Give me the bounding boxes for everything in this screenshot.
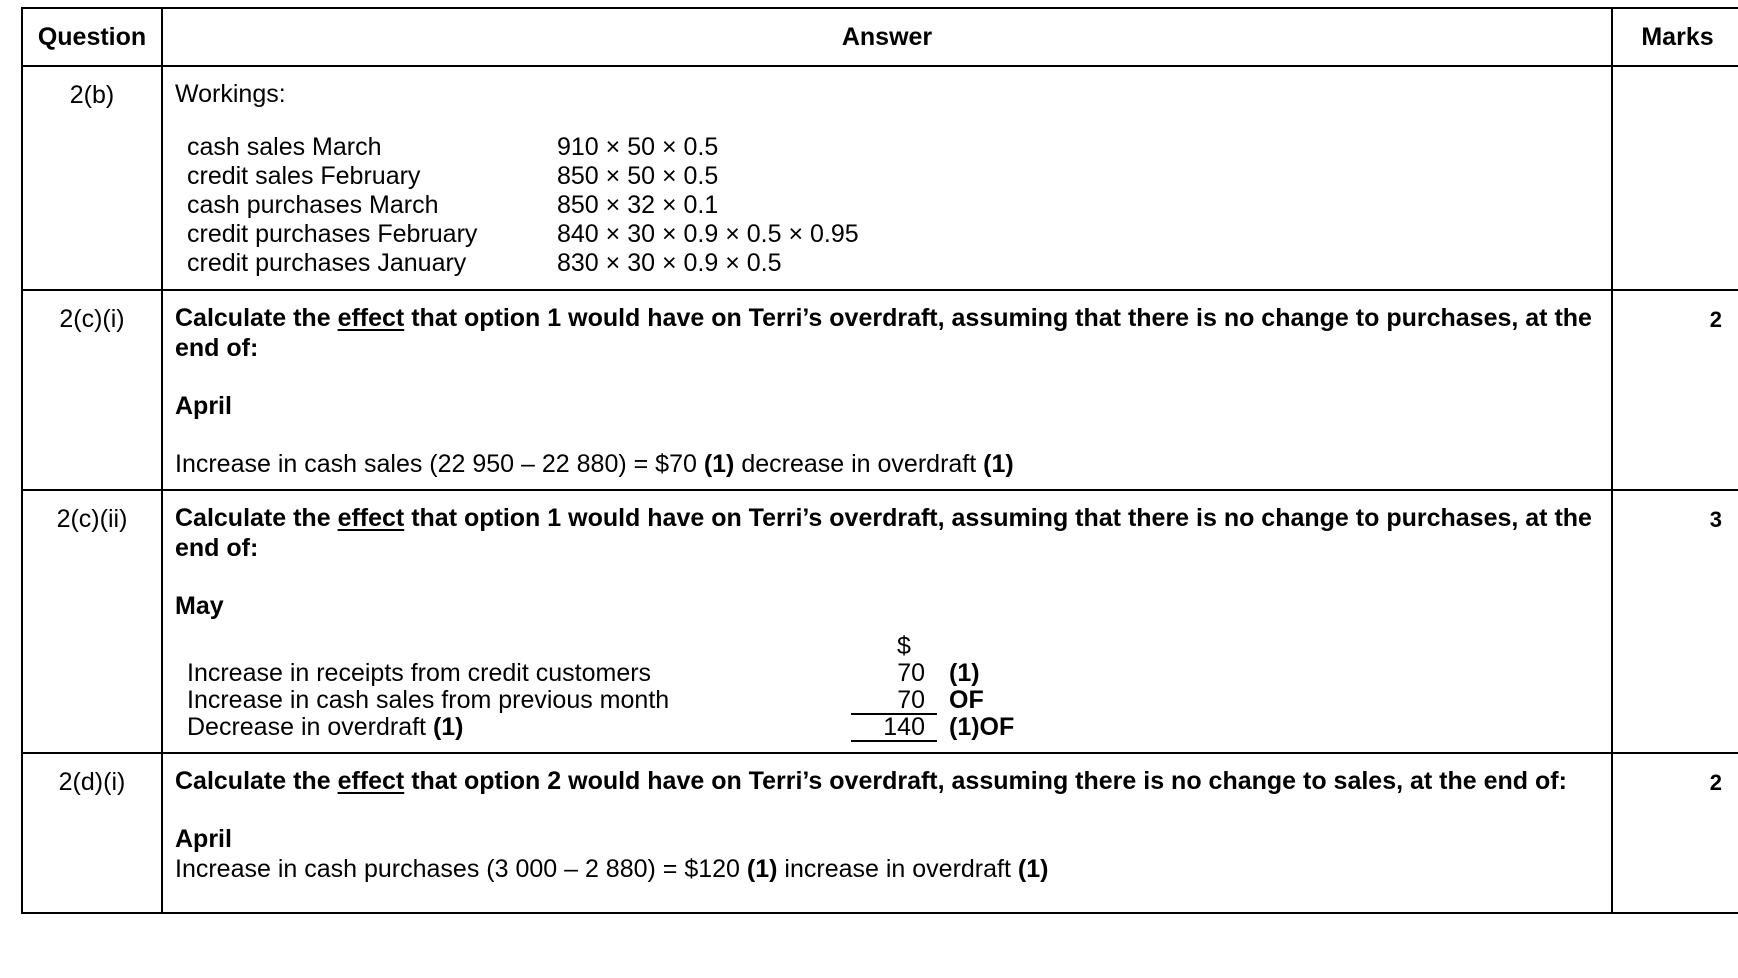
answer-cell <box>162 66 1612 290</box>
workings-list <box>187 131 1597 279</box>
calc-mark: (1) <box>949 659 980 687</box>
workings-calc: 850 × 32 × 0.1 <box>557 191 719 219</box>
currency-row <box>187 631 1597 661</box>
workings-row <box>187 218 1597 250</box>
workings-label: cash purchases March <box>187 191 439 219</box>
calc-row <box>187 658 1597 688</box>
header-row <box>22 8 1738 66</box>
question-prompt: Calculate the effect that option 1 would have on Terri’s overdraft, assuming that there is no change to purchases, at the end of: <box>175 304 1592 362</box>
calculation-table <box>187 631 1597 742</box>
answer-cell <box>162 753 1612 913</box>
question-prompt: Calculate the effect that option 2 would have on Terri’s overdraft, assuming there is no change to sales, at the end of: <box>175 767 1567 795</box>
workings-calc: 830 × 30 × 0.9 × 0.5 <box>557 249 782 277</box>
calc-label: Increase in receipts from credit customers <box>187 659 652 687</box>
question-number: 2(c)(ii) <box>22 490 162 753</box>
answer-line: Increase in cash purchases (3 000 – 2 880) = $120 (1) increase in overdraft (1) <box>175 855 1049 883</box>
workings-row <box>187 247 1597 279</box>
workings-row <box>187 131 1597 163</box>
mark-scheme-table <box>21 7 1738 914</box>
underlined-word: effect <box>337 304 405 332</box>
answer-line: Increase in cash sales (22 950 – 22 880) = $70 (1) decrease in overdraft (1) <box>175 450 1014 478</box>
workings-row <box>187 189 1597 221</box>
mark-indicator: (1) <box>1017 855 1049 883</box>
table-row <box>22 290 1738 490</box>
marks-value <box>1612 66 1738 290</box>
table-row <box>22 753 1738 913</box>
marks-value: 3 <box>1612 490 1738 753</box>
workings-calc: 910 × 50 × 0.5 <box>557 133 719 161</box>
mark-indicator: (1) <box>983 450 1014 478</box>
underlined-word: effect <box>337 504 405 532</box>
mark-indicator: (1) <box>746 855 778 883</box>
table-row <box>22 66 1738 290</box>
workings-label: cash sales March <box>187 133 382 161</box>
workings-title: Workings: <box>175 80 286 108</box>
workings-label: credit sales February <box>187 162 421 190</box>
period-heading: April <box>175 392 232 420</box>
workings-calc: 840 × 30 × 0.9 × 0.5 × 0.95 <box>557 220 859 248</box>
calc-row <box>187 712 1597 742</box>
workings-row <box>187 160 1597 192</box>
currency-symbol: $ <box>897 632 911 660</box>
question-number: 2(c)(i) <box>22 290 162 490</box>
period-heading: April <box>175 825 232 853</box>
mark-indicator: (1) <box>703 450 735 478</box>
workings-calc: 850 × 50 × 0.5 <box>557 162 719 190</box>
calc-value: 140 <box>851 712 937 742</box>
calc-row <box>187 685 1597 715</box>
period-heading: May <box>175 592 224 620</box>
calc-value: 70 <box>851 685 937 715</box>
table-row <box>22 490 1738 753</box>
calc-label: Increase in cash sales from previous month <box>187 686 670 714</box>
marks-value: 2 <box>1612 753 1738 913</box>
underlined-word: effect <box>337 767 405 795</box>
calc-value: 70 <box>897 659 925 687</box>
header-marks: Marks <box>1612 8 1738 66</box>
question-number: 2(b) <box>22 66 162 290</box>
header-question: Question <box>22 8 162 66</box>
question-number: 2(d)(i) <box>22 753 162 913</box>
header-answer: Answer <box>162 8 1612 66</box>
calc-mark: OF <box>949 686 984 714</box>
calc-label: Decrease in overdraft (1) <box>187 713 464 741</box>
question-prompt: Calculate the effect that option 1 would have on Terri’s overdraft, assuming that there is no change to purchases, at the end of: <box>175 504 1592 562</box>
answer-cell <box>162 290 1612 490</box>
calc-mark: (1)OF <box>949 713 1015 741</box>
workings-label: credit purchases January <box>187 249 467 277</box>
marks-value: 2 <box>1612 290 1738 490</box>
workings-label: credit purchases February <box>187 220 478 248</box>
answer-cell <box>162 490 1612 753</box>
